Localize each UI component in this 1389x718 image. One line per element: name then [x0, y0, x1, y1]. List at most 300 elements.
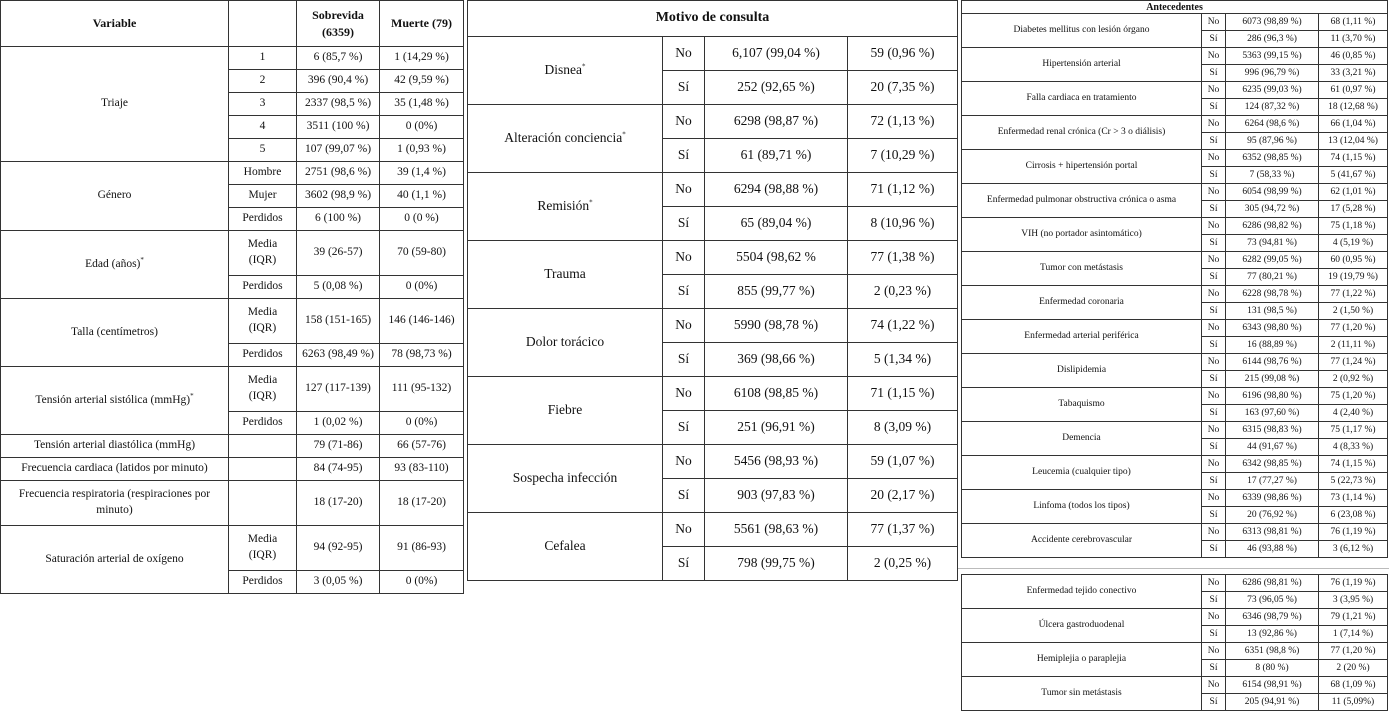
- answer-cell: Sí: [1202, 133, 1226, 150]
- triage-survival: 3511 (100 %): [297, 116, 380, 139]
- triage-death: 1 (0,93 %): [380, 139, 464, 162]
- table-row: [962, 354, 1388, 371]
- survival-cell: 73 (94,81 %): [1226, 235, 1319, 252]
- answer-cell: Sí: [1202, 507, 1226, 524]
- answer-cell: No: [1202, 320, 1226, 337]
- death-cell: 2 (0,92 %): [1319, 371, 1388, 388]
- gender-survival: 6 (100 %): [297, 208, 380, 231]
- answer-cell: No: [1202, 609, 1226, 626]
- group-label: [962, 524, 1202, 558]
- group-label-text: Cefalea: [544, 538, 586, 554]
- group-label-text: Tumor sin metástasis: [1041, 688, 1122, 699]
- motivo-title: Motivo de consulta: [468, 1, 958, 37]
- survival-cell: 6108 (98,85 %): [705, 377, 848, 411]
- survival-cell: 251 (96,91 %): [705, 411, 848, 445]
- death-cell: 2 (20 %): [1319, 660, 1388, 677]
- antecedentes-title: Antecedentes: [962, 1, 1388, 14]
- sbp-death: 0 (0%): [380, 412, 464, 435]
- death-cell: 11 (5,09%): [1319, 694, 1388, 711]
- death-cell: 76 (1,19 %): [1319, 524, 1388, 541]
- table-row: [962, 524, 1388, 541]
- triage-death: 42 (9,59 %): [380, 70, 464, 93]
- death-cell: 73 (1,14 %): [1319, 490, 1388, 507]
- survival-cell: 6294 (98,88 %): [705, 173, 848, 207]
- sbp-death: 111 (95-132): [380, 367, 464, 412]
- dbp-level: [229, 435, 297, 458]
- table-row: [962, 48, 1388, 65]
- answer-cell: No: [1202, 677, 1226, 694]
- death-cell: 74 (1,15 %): [1319, 150, 1388, 167]
- table-row: [962, 14, 1388, 31]
- group-label-text: Hemiplejia o paraplejia: [1036, 654, 1127, 665]
- survival-cell: 6352 (98,85 %): [1226, 150, 1319, 167]
- answer-cell: Sí: [1202, 473, 1226, 490]
- death-cell: 77 (1,22 %): [1319, 286, 1388, 303]
- table-row: [468, 377, 958, 411]
- table-row: [962, 82, 1388, 99]
- survival-cell: 7 (58,33 %): [1226, 167, 1319, 184]
- survival-cell: 73 (96,05 %): [1226, 592, 1319, 609]
- group-label: [962, 354, 1202, 388]
- survival-cell: 6342 (98,85 %): [1226, 456, 1319, 473]
- survival-cell: 6346 (98,79 %): [1226, 609, 1319, 626]
- survival-cell: 6264 (98,6 %): [1226, 116, 1319, 133]
- group-label-text: Disnea: [544, 62, 582, 78]
- group-label: [468, 377, 663, 445]
- dbp-death: 66 (57-76): [380, 435, 464, 458]
- survival-cell: 6054 (98,99 %): [1226, 184, 1319, 201]
- sbp-survival: 1 (0,02 %): [297, 412, 380, 435]
- group-label: [962, 48, 1202, 82]
- row-label-o2sat: Saturación arterial de oxígeno: [1, 526, 229, 594]
- triage-level: 5: [229, 139, 297, 162]
- gender-survival: 3602 (98,9 %): [297, 185, 380, 208]
- death-cell: 79 (1,21 %): [1319, 609, 1388, 626]
- answer-cell: Sí: [1202, 371, 1226, 388]
- survival-cell: 6286 (98,81 %): [1226, 575, 1319, 592]
- group-label: [962, 609, 1202, 643]
- answer-cell: No: [1202, 14, 1226, 31]
- death-cell: 6 (23,08 %): [1319, 507, 1388, 524]
- answer-cell: No: [1202, 388, 1226, 405]
- table-row: [962, 320, 1388, 337]
- death-cell: 11 (3,70 %): [1319, 31, 1388, 48]
- group-label-text: Dolor torácico: [525, 334, 605, 350]
- group-label: [962, 252, 1202, 286]
- death-cell: 7 (10,29 %): [848, 139, 958, 173]
- death-cell: 59 (0,96 %): [848, 37, 958, 71]
- table-row: [962, 218, 1388, 235]
- group-label: [468, 173, 663, 241]
- survival-cell: 131 (98,5 %): [1226, 303, 1319, 320]
- answer-cell: Sí: [1202, 31, 1226, 48]
- group-label: [962, 575, 1202, 609]
- group-label: [962, 150, 1202, 184]
- survival-cell: 6144 (98,76 %): [1226, 354, 1319, 371]
- heart-rate-level: [229, 458, 297, 481]
- death-cell: 18 (12,68 %): [1319, 99, 1388, 116]
- answer-cell: Sí: [663, 275, 705, 309]
- survival-cell: 5504 (98,62 %: [705, 241, 848, 275]
- death-cell: 3 (6,12 %): [1319, 541, 1388, 558]
- triage-level: 2: [229, 70, 297, 93]
- survival-cell: 6073 (98,89 %): [1226, 14, 1319, 31]
- age-death: 70 (59-80): [380, 231, 464, 276]
- group-label: [468, 513, 663, 581]
- death-cell: 20 (7,35 %): [848, 71, 958, 105]
- survival-cell: 205 (94,91 %): [1226, 694, 1319, 711]
- o2sat-level: Media (IQR): [229, 526, 297, 571]
- significance-mark: *: [582, 62, 586, 71]
- survival-cell: 305 (94,72 %): [1226, 201, 1319, 218]
- sbp-survival: 127 (117-139): [297, 367, 380, 412]
- answer-cell: Sí: [663, 479, 705, 513]
- death-cell: 4 (5,19 %): [1319, 235, 1388, 252]
- answer-cell: No: [663, 377, 705, 411]
- death-cell: 20 (2,17 %): [848, 479, 958, 513]
- motivo-table: [467, 0, 958, 581]
- answer-cell: No: [1202, 456, 1226, 473]
- death-cell: 74 (1,15 %): [1319, 456, 1388, 473]
- survival-cell: 6315 (98,83 %): [1226, 422, 1319, 439]
- survival-cell: 6339 (98,86 %): [1226, 490, 1319, 507]
- survival-cell: 252 (92,65 %): [705, 71, 848, 105]
- table-row: [962, 286, 1388, 303]
- survival-cell: 215 (99,08 %): [1226, 371, 1319, 388]
- age-label-text: Edad (años): [85, 258, 141, 271]
- group-label: [962, 184, 1202, 218]
- survival-cell: 6351 (98,8 %): [1226, 643, 1319, 660]
- answer-cell: Sí: [1202, 167, 1226, 184]
- answer-cell: Sí: [1202, 626, 1226, 643]
- gender-level: Perdidos: [229, 208, 297, 231]
- triage-survival: 6 (85,7 %): [297, 47, 380, 70]
- table-row: [468, 241, 958, 275]
- age-level: Media (IQR): [229, 231, 297, 276]
- antecedentes-continued-table: [961, 574, 1388, 711]
- group-label: [468, 241, 663, 309]
- section-divider: [958, 568, 1389, 569]
- answer-cell: No: [1202, 184, 1226, 201]
- survival-cell: 5561 (98,63 %): [705, 513, 848, 547]
- answer-cell: Sí: [1202, 337, 1226, 354]
- survival-cell: 20 (76,92 %): [1226, 507, 1319, 524]
- gender-level: Mujer: [229, 185, 297, 208]
- resp-rate-death: 18 (17-20): [380, 481, 464, 526]
- answer-cell: No: [1202, 116, 1226, 133]
- survival-cell: 13 (92,86 %): [1226, 626, 1319, 643]
- group-label: [962, 456, 1202, 490]
- answer-cell: No: [1202, 48, 1226, 65]
- significance-mark: *: [622, 130, 626, 139]
- sbp-significance-mark: *: [190, 392, 194, 401]
- answer-cell: No: [1202, 218, 1226, 235]
- answer-cell: No: [1202, 286, 1226, 303]
- header-survival: Sobrevida (6359): [297, 1, 380, 47]
- answer-cell: Sí: [663, 343, 705, 377]
- header-variable: Variable: [1, 1, 229, 47]
- survival-cell: 65 (89,04 %): [705, 207, 848, 241]
- table-row: [962, 677, 1388, 694]
- survival-cell: 286 (96,3 %): [1226, 31, 1319, 48]
- death-cell: 75 (1,17 %): [1319, 422, 1388, 439]
- group-label: [962, 116, 1202, 150]
- death-cell: 46 (0,85 %): [1319, 48, 1388, 65]
- triage-level: 3: [229, 93, 297, 116]
- group-label-text: Falla cardiaca en tratamiento: [1026, 93, 1137, 104]
- o2sat-survival: 94 (92-95): [297, 526, 380, 571]
- answer-cell: Sí: [663, 139, 705, 173]
- resp-rate-level: [229, 481, 297, 526]
- answer-cell: Sí: [1202, 439, 1226, 456]
- triage-death: 0 (0%): [380, 116, 464, 139]
- table-row: [962, 116, 1388, 133]
- answer-cell: No: [663, 241, 705, 275]
- answer-cell: No: [1202, 524, 1226, 541]
- age-survival: 5 (0,08 %): [297, 276, 380, 299]
- row-label-sbp: [1, 367, 229, 435]
- answer-cell: Sí: [1202, 694, 1226, 711]
- death-cell: 62 (1,01 %): [1319, 184, 1388, 201]
- height-death: 146 (146-146): [380, 299, 464, 344]
- table-row: [468, 173, 958, 207]
- survival-cell: 163 (97,60 %): [1226, 405, 1319, 422]
- group-label-text: Enfermedad arterial periférica: [1024, 331, 1139, 342]
- death-cell: 77 (1,20 %): [1319, 643, 1388, 660]
- answer-cell: No: [663, 105, 705, 139]
- group-label-text: Trauma: [544, 266, 586, 282]
- header-level: [229, 1, 297, 47]
- table-row: [962, 388, 1388, 405]
- group-label-text: Tumor con metástasis: [1039, 263, 1124, 274]
- death-cell: 71 (1,12 %): [848, 173, 958, 207]
- group-label: [962, 286, 1202, 320]
- answer-cell: Sí: [1202, 269, 1226, 286]
- survival-cell: 124 (87,32 %): [1226, 99, 1319, 116]
- table-row: [962, 609, 1388, 626]
- group-label-text: Dislipidemia: [1056, 365, 1107, 376]
- row-label-triage: Triaje: [1, 47, 229, 162]
- answer-cell: No: [1202, 422, 1226, 439]
- death-cell: 5 (1,34 %): [848, 343, 958, 377]
- heart-rate-survival: 84 (74-95): [297, 458, 380, 481]
- survival-cell: 6313 (98,81 %): [1226, 524, 1319, 541]
- death-cell: 2 (1,50 %): [1319, 303, 1388, 320]
- answer-cell: Sí: [663, 71, 705, 105]
- death-cell: 77 (1,20 %): [1319, 320, 1388, 337]
- triage-level: 4: [229, 116, 297, 139]
- group-label: [468, 445, 663, 513]
- table-row: [962, 422, 1388, 439]
- significance-mark: *: [589, 198, 593, 207]
- height-level: Perdidos: [229, 344, 297, 367]
- table-row: [962, 575, 1388, 592]
- death-cell: 2 (11,11 %): [1319, 337, 1388, 354]
- group-label-text: Linfoma (todos los tipos): [1033, 501, 1130, 512]
- survival-cell: 6282 (99,05 %): [1226, 252, 1319, 269]
- survival-cell: 6,107 (99,04 %): [705, 37, 848, 71]
- group-label-text: Enfermedad renal crónica (Cr > 3 o diálisis): [997, 127, 1166, 138]
- height-death: 78 (98,73 %): [380, 344, 464, 367]
- age-significance-mark: *: [140, 256, 144, 265]
- group-label: [962, 677, 1202, 711]
- group-label-text: Hipertensión arterial: [1042, 59, 1121, 70]
- table-row: [962, 490, 1388, 507]
- survival-cell: 44 (91,67 %): [1226, 439, 1319, 456]
- gender-survival: 2751 (98,6 %): [297, 162, 380, 185]
- dbp-survival: 79 (71-86): [297, 435, 380, 458]
- group-label-text: Enfermedad tejido conectivo: [1026, 586, 1137, 597]
- row-label-heart-rate: Frecuencia cardiaca (latidos por minuto): [1, 458, 229, 481]
- death-cell: 75 (1,18 %): [1319, 218, 1388, 235]
- answer-cell: Sí: [663, 411, 705, 445]
- triage-survival: 107 (99,07 %): [297, 139, 380, 162]
- survival-cell: 903 (97,83 %): [705, 479, 848, 513]
- answer-cell: Sí: [1202, 541, 1226, 558]
- group-label: [962, 82, 1202, 116]
- answer-cell: No: [1202, 82, 1226, 99]
- death-cell: 77 (1,37 %): [848, 513, 958, 547]
- survival-cell: 16 (88,89 %): [1226, 337, 1319, 354]
- death-cell: 72 (1,13 %): [848, 105, 958, 139]
- group-label: [962, 490, 1202, 524]
- sbp-label-text: Tensión arterial sistólica (mmHg): [35, 394, 191, 407]
- o2sat-death: 0 (0%): [380, 571, 464, 594]
- answer-cell: No: [1202, 490, 1226, 507]
- survival-cell: 855 (99,77 %): [705, 275, 848, 309]
- answer-cell: Sí: [1202, 592, 1226, 609]
- group-label-text: Fiebre: [547, 402, 583, 418]
- survival-cell: 77 (80,21 %): [1226, 269, 1319, 286]
- table-row: [468, 513, 958, 547]
- answer-cell: No: [1202, 575, 1226, 592]
- table-row: [468, 445, 958, 479]
- group-label: [962, 320, 1202, 354]
- survival-cell: 46 (93,88 %): [1226, 541, 1319, 558]
- group-label-text: Enfermedad pulmonar obstructiva crónica o asma: [986, 195, 1177, 206]
- o2sat-level: Perdidos: [229, 571, 297, 594]
- sbp-level: Media (IQR): [229, 367, 297, 412]
- answer-cell: No: [663, 309, 705, 343]
- survival-cell: 6228 (98,78 %): [1226, 286, 1319, 303]
- survival-cell: 5363 (99,15 %): [1226, 48, 1319, 65]
- survival-cell: 95 (87,96 %): [1226, 133, 1319, 150]
- survival-cell: 6154 (98,91 %): [1226, 677, 1319, 694]
- gender-level: Hombre: [229, 162, 297, 185]
- gender-death: 40 (1,1 %): [380, 185, 464, 208]
- death-cell: 68 (1,11 %): [1319, 14, 1388, 31]
- answer-cell: No: [1202, 354, 1226, 371]
- group-label-text: VIH (no portador asintomático): [1021, 229, 1142, 240]
- death-cell: 5 (41,67 %): [1319, 167, 1388, 184]
- answer-cell: Sí: [1202, 235, 1226, 252]
- answer-cell: No: [1202, 252, 1226, 269]
- death-cell: 17 (5,28 %): [1319, 201, 1388, 218]
- table-row: [468, 37, 958, 71]
- survival-cell: 6286 (98,82 %): [1226, 218, 1319, 235]
- age-survival: 39 (26-57): [297, 231, 380, 276]
- group-label-text: Accidente cerebrovascular: [1030, 535, 1132, 546]
- death-cell: 4 (8,33 %): [1319, 439, 1388, 456]
- group-label: [962, 422, 1202, 456]
- death-cell: 77 (1,24 %): [1319, 354, 1388, 371]
- group-label-text: Úlcera gastroduodenal: [1038, 620, 1125, 631]
- triage-survival: 2337 (98,5 %): [297, 93, 380, 116]
- answer-cell: Sí: [663, 547, 705, 581]
- table-row: [962, 456, 1388, 473]
- group-label: [468, 105, 663, 173]
- answer-cell: No: [663, 445, 705, 479]
- antecedentes-table: [961, 0, 1388, 558]
- death-cell: 75 (1,20 %): [1319, 388, 1388, 405]
- group-label-text: Cirrosis + hipertensión portal: [1025, 161, 1138, 172]
- death-cell: 66 (1,04 %): [1319, 116, 1388, 133]
- age-death: 0 (0%): [380, 276, 464, 299]
- heart-rate-death: 93 (83-110): [380, 458, 464, 481]
- sbp-level: Perdidos: [229, 412, 297, 435]
- survival-cell: 996 (96,79 %): [1226, 65, 1319, 82]
- triage-death: 1 (14,29 %): [380, 47, 464, 70]
- group-label-text: Alteración conciencia: [504, 130, 623, 146]
- table-row: [468, 105, 958, 139]
- survival-cell: 798 (99,75 %): [705, 547, 848, 581]
- death-cell: 19 (19,79 %): [1319, 269, 1388, 286]
- answer-cell: No: [663, 173, 705, 207]
- triage-survival: 396 (90,4 %): [297, 70, 380, 93]
- death-cell: 60 (0,95 %): [1319, 252, 1388, 269]
- death-cell: 74 (1,22 %): [848, 309, 958, 343]
- death-cell: 71 (1,15 %): [848, 377, 958, 411]
- death-cell: 2 (0,23 %): [848, 275, 958, 309]
- survival-cell: 6196 (98,80 %): [1226, 388, 1319, 405]
- death-cell: 68 (1,09 %): [1319, 677, 1388, 694]
- group-label: [468, 309, 663, 377]
- row-label-age: [1, 231, 229, 299]
- group-label: [962, 388, 1202, 422]
- group-label-text: Diabetes mellitus con lesión órgano: [1013, 25, 1150, 36]
- group-label-text: Leucemia (cualquier tipo): [1032, 467, 1131, 478]
- table-row: [468, 309, 958, 343]
- group-label-text: Sospecha infección: [512, 470, 618, 486]
- survival-cell: 5990 (98,78 %): [705, 309, 848, 343]
- survival-cell: 6298 (98,87 %): [705, 105, 848, 139]
- death-cell: 4 (2,40 %): [1319, 405, 1388, 422]
- survival-cell: 6235 (99,03 %): [1226, 82, 1319, 99]
- death-cell: 59 (1,07 %): [848, 445, 958, 479]
- survival-cell: 61 (89,71 %): [705, 139, 848, 173]
- age-level: Perdidos: [229, 276, 297, 299]
- answer-cell: No: [663, 513, 705, 547]
- group-label-text: Tabaquismo: [1058, 399, 1105, 410]
- answer-cell: Sí: [663, 207, 705, 241]
- answer-cell: No: [1202, 643, 1226, 660]
- death-cell: 61 (0,97 %): [1319, 82, 1388, 99]
- death-cell: 5 (22,73 %): [1319, 473, 1388, 490]
- survival-cell: 6343 (98,80 %): [1226, 320, 1319, 337]
- group-label-text: Enfermedad coronaria: [1039, 297, 1124, 308]
- death-cell: 3 (3,95 %): [1319, 592, 1388, 609]
- height-level: Media (IQR): [229, 299, 297, 344]
- group-label-text: Remisión: [537, 198, 590, 214]
- table-row: [962, 184, 1388, 201]
- gender-death: 39 (1,4 %): [380, 162, 464, 185]
- group-label: [962, 643, 1202, 677]
- answer-cell: No: [1202, 150, 1226, 167]
- row-label-gender: Género: [1, 162, 229, 231]
- survival-cell: 5456 (98,93 %): [705, 445, 848, 479]
- death-cell: 13 (12,04 %): [1319, 133, 1388, 150]
- o2sat-death: 91 (86-93): [380, 526, 464, 571]
